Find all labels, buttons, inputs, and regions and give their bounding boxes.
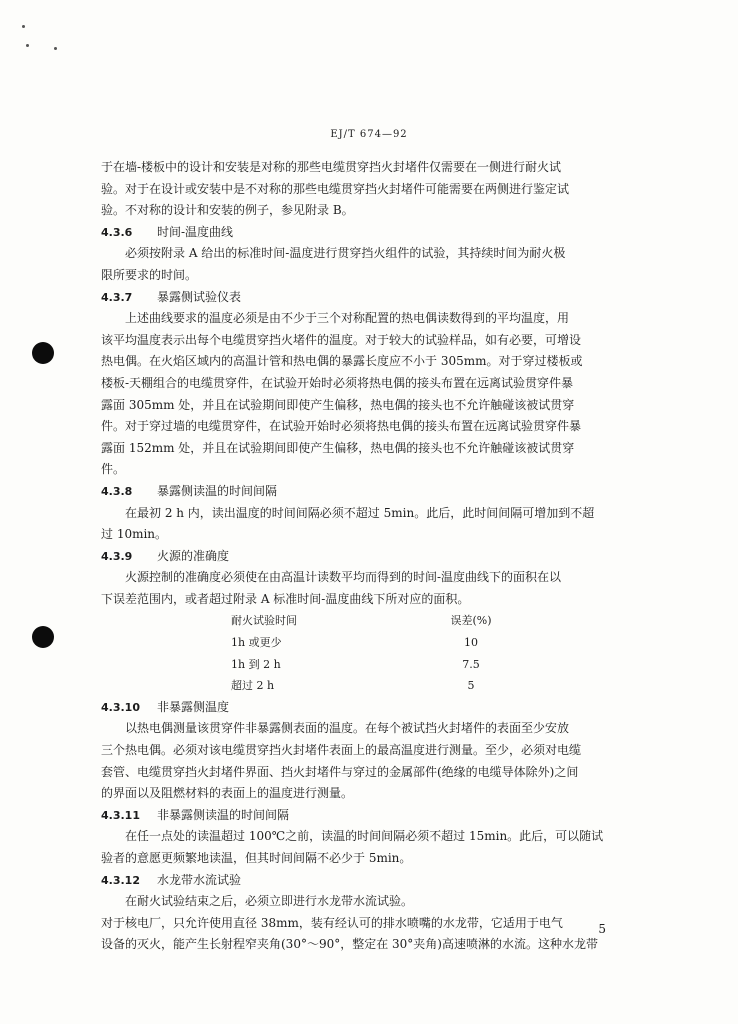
table-cell: 5 <box>467 679 475 693</box>
section-title: 暴露侧试验仪表 <box>157 289 242 304</box>
text-line: 过 10min。 <box>101 527 168 542</box>
text-line: 于在墙-楼板中的设计和安装是对称的那些电缆贯穿挡火封堵件仅需要在一侧进行耐火试 <box>101 160 562 174</box>
table-cell: 7.5 <box>462 657 480 671</box>
binder-hole-bottom <box>32 626 54 648</box>
table-header-cell: 耐火试验时间 <box>231 614 297 628</box>
section-4-3-6-text <box>101 243 649 286</box>
text-line: 热电偶。在火焰区域内的高温计管和热电偶的暴露长度应不小于 305mm。对于穿过楼板或 <box>101 354 583 369</box>
document-body <box>101 157 649 956</box>
section-title: 火源的准确度 <box>157 548 230 563</box>
section-4-3-10-text <box>101 718 649 804</box>
section-4-3-11-text <box>101 826 649 869</box>
text-line: 在任一点处的读温超过 100℃之前，读温的时间间隔必须不超过 15min。此后，可以随试 <box>125 829 604 844</box>
text-line: 露面 305mm 处，并且在试验期间即使产生偏移，热电偶的接头也不允许触碰该被试贯穿 <box>101 397 575 412</box>
text-line: 在最初 2 h 内，读出温度的时间间隔必须不超过 5min。此后，此时间间隔可增加到不超 <box>125 505 595 520</box>
text-line: 三个热电偶。必须对该电缆贯穿挡火封堵件表面上的最高温度进行测量。至少，必须对电缆 <box>101 743 582 758</box>
text-line: 该平均温度表示出每个电缆贯穿挡火堵件的温度。对于较大的试验样品，如有必要，可增设 <box>101 332 582 347</box>
section-4-3-8-text <box>101 503 649 546</box>
binder-hole-top <box>32 342 54 364</box>
text-line: 以热电偶测量该贯穿件非暴露侧表面的温度。在每个被试挡火封堵件的表面至少安放 <box>125 721 570 736</box>
section-4-3-12-text <box>101 891 649 956</box>
section-heading-4-3-8 <box>101 481 649 503</box>
text-line: 验。不对称的设计和安装的例子，参见附录 B。 <box>101 203 354 218</box>
text-line: 验者的意愿更频繁地读温，但其时间间隔不必少于 5min。 <box>101 851 412 865</box>
text-line: 楼板-天棚组合的电缆贯穿件，在试验开始时必须将热电偶的接头布置在远离试验贯穿件暴 <box>101 375 574 390</box>
text-line: 露面 152mm 处，并且在试验期间即使产生偏移，热电偶的接头也不允许触碰该被试贯穿 <box>101 440 575 455</box>
table-cell: 1h 或更少 <box>231 636 282 650</box>
section-number: 4.3.12 <box>101 873 140 887</box>
section-title: 水龙带水流试验 <box>157 872 242 887</box>
table-cell: 10 <box>464 636 478 650</box>
intro-paragraph <box>101 157 649 222</box>
text-line: 限所要求的时间。 <box>101 267 198 282</box>
text-line: 在耐火试验结束之后，必须立即进行水龙带水流试验。 <box>125 894 414 909</box>
text-line: 上述曲线要求的温度必须是由不少于三个对称配置的热电偶读数得到的平均温度，用 <box>125 311 570 326</box>
section-number: 4.3.11 <box>101 808 140 822</box>
table-row <box>231 675 511 697</box>
section-heading-4-3-9 <box>101 546 649 568</box>
section-title: 时间-温度曲线 <box>157 224 234 239</box>
section-title: 暴露侧读温的时间间隔 <box>157 483 278 498</box>
section-heading-4-3-10 <box>101 697 649 719</box>
error-tolerance-table <box>231 610 511 696</box>
text-line: 的界面以及阻燃材料的表面上的温度进行测量。 <box>101 786 354 801</box>
section-title: 非暴露侧读温的时间间隔 <box>157 807 290 822</box>
section-4-3-9-text <box>101 567 649 610</box>
text-line: 对于核电厂，只允许使用直径 38mm，装有经认可的排水喷嘴的水龙带，它适用于电气 <box>101 915 563 930</box>
table-header-row <box>231 610 511 632</box>
section-number: 4.3.10 <box>101 700 140 714</box>
page-number: 5 <box>598 922 606 936</box>
section-4-3-7-text <box>101 308 649 481</box>
table-header-cell: 误差(%) <box>450 614 492 628</box>
table-cell: 1h 到 2 h <box>231 657 281 671</box>
section-number: 4.3.9 <box>101 549 133 563</box>
section-title: 非暴露侧温度 <box>157 699 230 714</box>
text-line: 必须按附录 A 给出的标准时间-温度进行贯穿挡火组件的试验，其持续时间为耐火极 <box>125 246 566 261</box>
text-line: 套管、电缆贯穿挡火封堵件界面、挡火封堵件与穿过的金属部件(绝缘的电缆导体除外)之间 <box>101 764 579 779</box>
scan-speck <box>26 44 29 47</box>
section-heading-4-3-11 <box>101 805 649 827</box>
section-number: 4.3.8 <box>101 484 133 498</box>
document-header: EJ/T 674—92 <box>330 129 408 140</box>
section-heading-4-3-6 <box>101 222 649 244</box>
scan-speck <box>54 47 57 50</box>
text-line: 验。对于在设计或安装中是不对称的那些电缆贯穿挡火封堵件可能需要在两侧进行鉴定试 <box>101 181 570 196</box>
section-heading-4-3-7 <box>101 287 649 309</box>
table-row <box>231 632 511 654</box>
section-heading-4-3-12 <box>101 870 649 892</box>
section-number: 4.3.6 <box>101 225 133 239</box>
scan-speck <box>22 25 25 28</box>
text-line: 件。 <box>101 462 126 477</box>
text-line: 件。对于穿过墙的电缆贯穿件，在试验开始时必须将热电偶的接头布置在远离试验贯穿件暴 <box>101 419 582 434</box>
section-number: 4.3.7 <box>101 290 133 304</box>
text-line: 火源控制的准确度必须使在由高温计读数平均而得到的时间-温度曲线下的面积在以 <box>125 570 562 585</box>
table-cell: 超过 2 h <box>231 679 275 693</box>
text-line: 设备的灭火，能产生长射程窄夹角(30°～90°，整定在 30°夹角)高速喷淋的水流。这种水龙带 <box>101 937 598 952</box>
table-row <box>231 654 511 676</box>
text-line: 下误差范围内，或者超过附录 A 标准时间-温度曲线下所对应的面积。 <box>101 591 470 606</box>
